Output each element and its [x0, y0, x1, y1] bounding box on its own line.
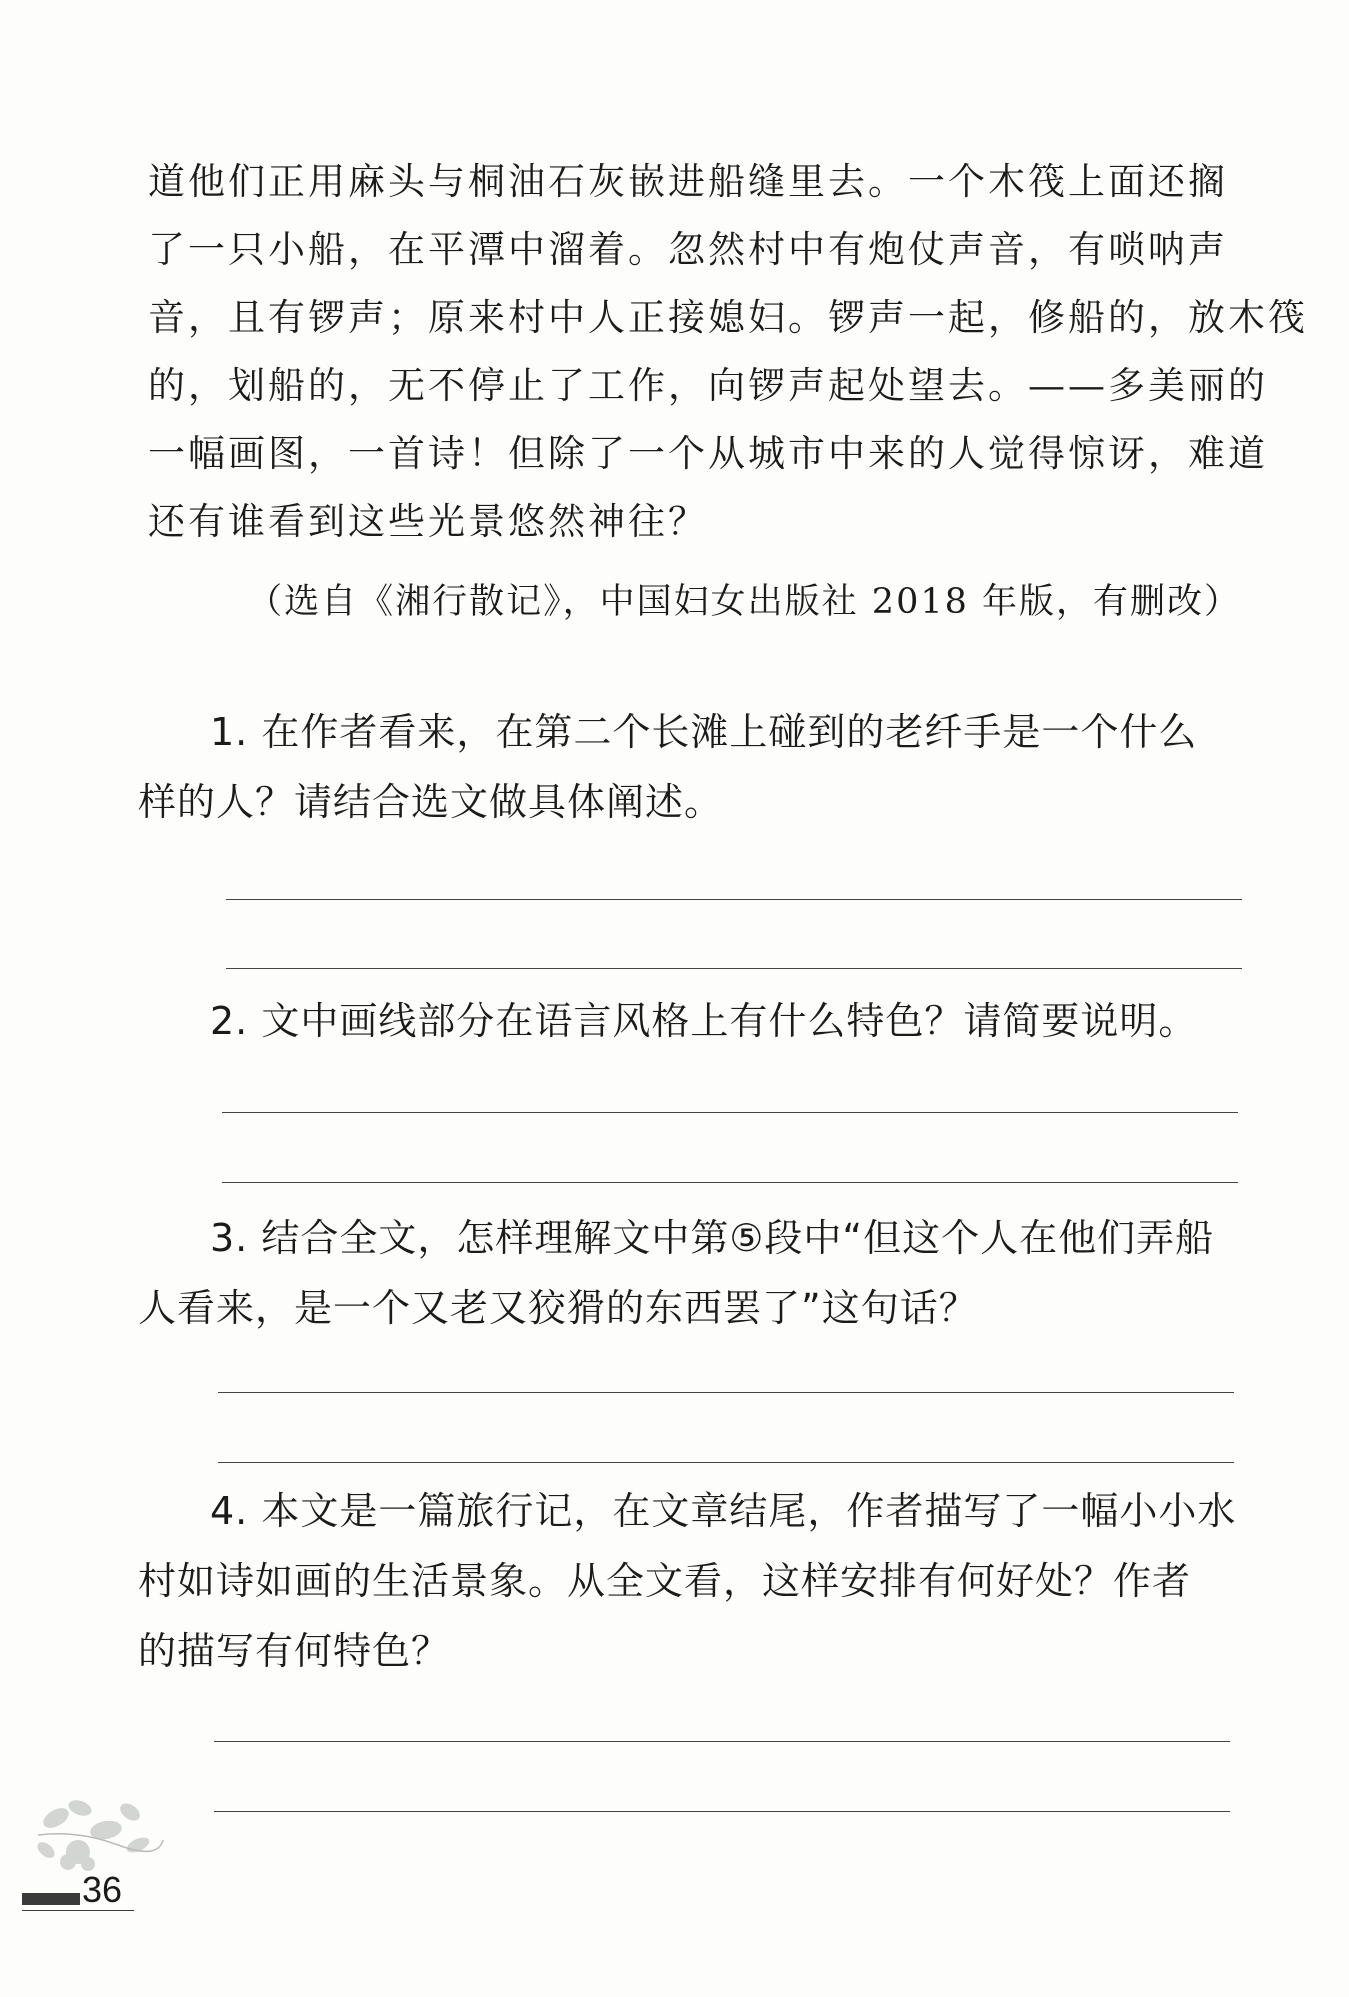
passage-line: 了一只小船，在平潭中溜着。忽然村中有炮仗声音，有唢呐声 — [148, 228, 1228, 271]
passage-line: 还有谁看到这些光景悠然神往？ — [148, 500, 708, 543]
question-text: 人看来，是一个又老又狡猾的东西罢了”这句话？ — [138, 1286, 978, 1330]
passage-line: 的，划船的，无不停止了工作，向锣声起处望去。——多美丽的 — [148, 364, 1268, 407]
question-text: 2. 文中画线部分在语言风格上有什么特色？请简要说明。 — [210, 999, 1198, 1043]
answer-line[interactable] — [218, 1392, 1234, 1393]
passage-line: 道他们正用麻头与桐油石灰嵌进船缝里去。一个木筏上面还搁 — [148, 160, 1228, 203]
question-2 — [138, 986, 1248, 1056]
question-text: 的描写有何特色？ — [138, 1629, 451, 1673]
page-number-bar — [22, 1893, 80, 1905]
source-citation: （选自《湘行散记》，中国妇女出版社 2018 年版，有删改） — [247, 582, 1241, 622]
question-text: 样的人？请结合选文做具体阐述。 — [138, 780, 724, 824]
answer-line[interactable] — [222, 1182, 1238, 1183]
page-number-rule — [22, 1910, 134, 1911]
page-number: 36 — [82, 1869, 123, 1910]
passage — [148, 148, 1308, 556]
answer-line[interactable] — [214, 1811, 1230, 1812]
answer-line[interactable] — [222, 1112, 1238, 1113]
question-4 — [138, 1476, 1248, 1686]
answer-line[interactable] — [214, 1741, 1230, 1742]
question-1 — [138, 697, 1248, 837]
question-text: 村如诗如画的生活景象。从全文看，这样安排有何好处？作者 — [138, 1559, 1192, 1603]
question-text: 1. 在作者看来，在第二个长滩上碰到的老纤手是一个什么 — [210, 710, 1198, 754]
answer-line[interactable] — [218, 1462, 1234, 1463]
answer-line[interactable] — [226, 899, 1242, 900]
answer-line[interactable] — [226, 968, 1242, 969]
passage-line: 一幅画图，一首诗！但除了一个从城市中来的人觉得惊讶，难道 — [148, 432, 1268, 475]
passage-line: 音，且有锣声；原来村中人正接媳妇。锣声一起，修船的，放木筏 — [148, 296, 1308, 339]
question-3 — [138, 1203, 1248, 1343]
question-text: 4. 本文是一篇旅行记，在文章结尾，作者描写了一幅小小水 — [210, 1489, 1237, 1533]
question-text: 3. 结合全文，怎样理解文中第⑤段中“但这个人在他们弄船 — [210, 1216, 1215, 1260]
